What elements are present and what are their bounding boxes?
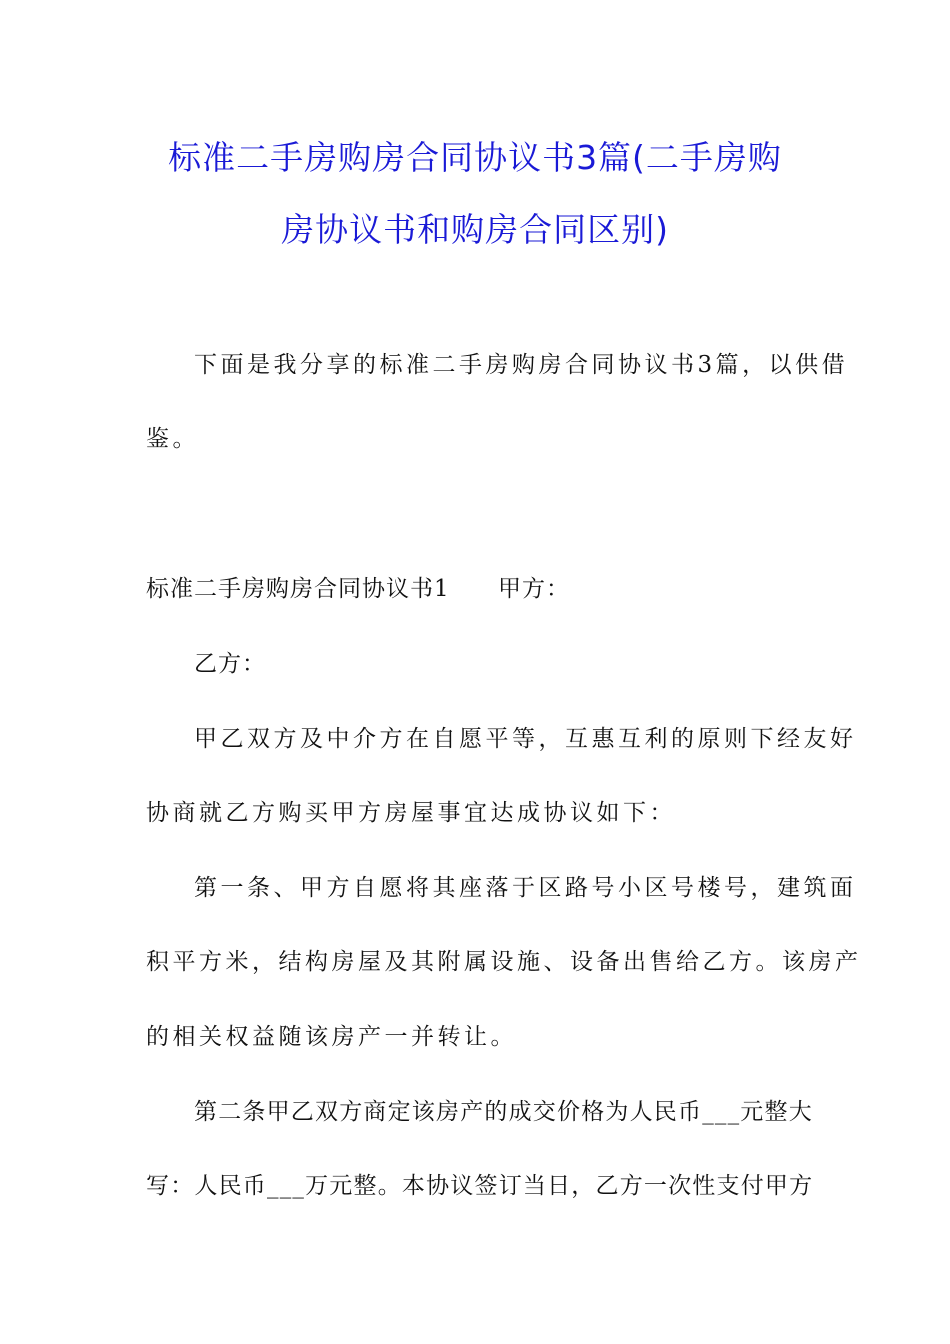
article-1-line-3: 的相关权益随该房产一并转让。 [146, 1024, 517, 1050]
party-b-label: 乙方： [194, 651, 266, 677]
paragraph-1-line-1: 甲乙双方及中介方在自愿平等，互惠互利的原则下经友好 [194, 726, 857, 752]
document-title-line-2: 房协议书和购房合同区别) [281, 210, 669, 249]
document-title-line-1: 标准二手房购房合同协议书3篇(二手房购 [168, 138, 782, 177]
article-2-line-1: 第二条甲乙双方商定该房产的成交价格为人民币___元整大 [194, 1099, 813, 1125]
party-a-label: 甲方： [498, 576, 570, 602]
paragraph-1-line-2: 协商就乙方购买甲方房屋事宜达成协议如下： [146, 800, 676, 826]
article-1-line-2: 积平方米，结构房屋及其附属设施、设备出售给乙方。该房产 [146, 949, 862, 975]
contract-heading: 标准二手房购房合同协议书1 [146, 576, 450, 602]
article-1-line-1: 第一条、甲方自愿将其座落于区路号小区号楼号，建筑面 [194, 875, 857, 901]
intro-line-2: 鉴。 [146, 426, 199, 452]
article-2-line-2: 写：人民币___万元整。本协议签订当日，乙方一次性支付甲方 [146, 1173, 814, 1199]
intro-line-1: 下面是我分享的标准二手房购房合同协议书3篇，以供借 [194, 352, 849, 378]
